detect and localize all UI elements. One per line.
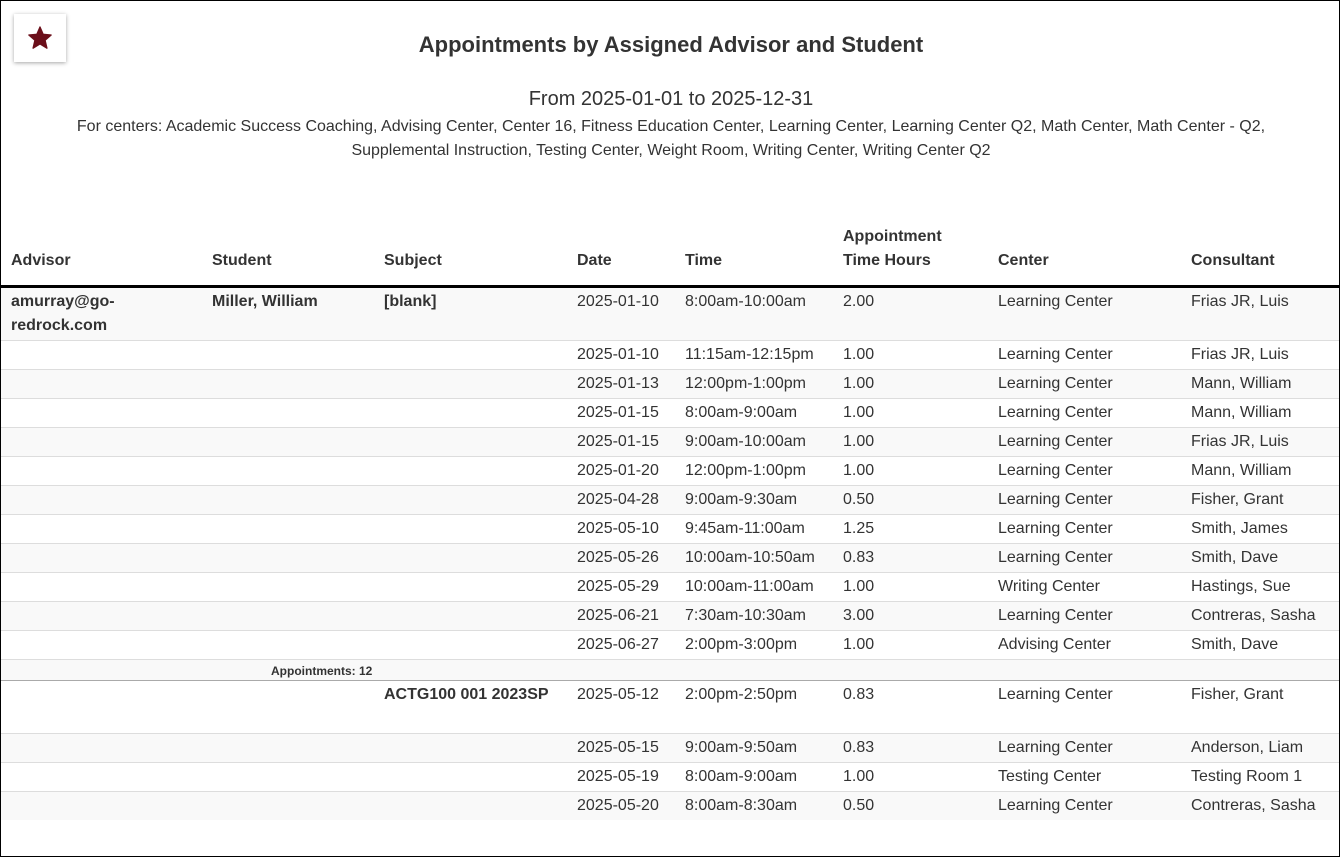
column-header-time[interactable]: Time xyxy=(675,223,833,287)
consultant-cell: Mann, William xyxy=(1181,457,1339,486)
table-row xyxy=(1,287,1339,341)
subject-cell: ACTG100 001 2023SP xyxy=(374,681,567,734)
hours-cell: 1.00 xyxy=(833,370,988,399)
time-cell: 12:00pm-1:00pm xyxy=(675,457,833,486)
time-cell: 8:00am-10:00am xyxy=(675,287,833,341)
time-cell: 8:00am-9:00am xyxy=(675,763,833,792)
consultant-cell: Frias JR, Luis xyxy=(1181,341,1339,370)
date-cell: 2025-06-21 xyxy=(567,602,675,631)
time-cell: 2:00pm-2:50pm xyxy=(675,681,833,734)
time-cell: 8:00am-9:00am xyxy=(675,399,833,428)
table-row xyxy=(1,370,1339,399)
center-cell: Learning Center xyxy=(988,399,1181,428)
center-cell: Advising Center xyxy=(988,631,1181,660)
time-cell: 9:00am-10:00am xyxy=(675,428,833,457)
hours-cell: 0.50 xyxy=(833,486,988,515)
date-cell: 2025-05-26 xyxy=(567,544,675,573)
table-row xyxy=(1,544,1339,573)
date-cell: 2025-06-27 xyxy=(567,631,675,660)
hours-cell: 1.00 xyxy=(833,573,988,602)
time-cell: 7:30am-10:30am xyxy=(675,602,833,631)
date-cell: 2025-05-15 xyxy=(567,734,675,763)
hours-cell: 1.00 xyxy=(833,399,988,428)
hours-cell: 3.00 xyxy=(833,602,988,631)
center-cell: Learning Center xyxy=(988,341,1181,370)
center-cell: Learning Center xyxy=(988,681,1181,734)
center-cell: Learning Center xyxy=(988,486,1181,515)
student-cell: Miller, William xyxy=(202,287,374,341)
consultant-cell: Mann, William xyxy=(1181,370,1339,399)
table-row xyxy=(1,399,1339,428)
time-cell: 9:00am-9:30am xyxy=(675,486,833,515)
consultant-cell: Frias JR, Luis xyxy=(1181,428,1339,457)
date-cell: 2025-01-10 xyxy=(567,287,675,341)
hours-cell: 0.83 xyxy=(833,681,988,734)
centers-filter: For centers: Academic Success Coaching, Advising Center, Center 16, Fitness Education Center, Learning Center, Learning Center Q2, Math Center, Math Center - Q2, Supplemental Instruction, Testing Center, Weight Room, Writing Center, Writing Center Q2 xyxy=(76,118,1266,159)
consultant-cell: Smith, Dave xyxy=(1181,631,1339,660)
date-cell: 2025-05-19 xyxy=(567,763,675,792)
column-header-consultant[interactable]: Consultant xyxy=(1181,223,1339,287)
appointments-count: Appointments: 12 xyxy=(1,660,567,681)
date-cell: 2025-01-15 xyxy=(567,428,675,457)
hours-cell: 1.00 xyxy=(833,631,988,660)
consultant-cell: Testing Room 1 xyxy=(1181,763,1339,792)
table-row xyxy=(1,573,1339,602)
date-cell: 2025-05-20 xyxy=(567,792,675,821)
table-row xyxy=(1,457,1339,486)
column-header-student[interactable]: Student xyxy=(202,223,374,287)
time-cell: 10:00am-11:00am xyxy=(675,573,833,602)
hours-cell: 0.83 xyxy=(833,734,988,763)
table-row xyxy=(1,428,1339,457)
consultant-cell: Frias JR, Luis xyxy=(1181,287,1339,341)
hours-cell: 1.25 xyxy=(833,515,988,544)
column-header-hours[interactable]: Appointment Time Hours xyxy=(833,223,988,287)
time-cell: 8:00am-8:30am xyxy=(675,792,833,821)
center-cell: Learning Center xyxy=(988,544,1181,573)
table-row xyxy=(1,792,1339,821)
subject-cell: [blank] xyxy=(374,287,567,341)
hours-cell: 0.50 xyxy=(833,792,988,821)
center-cell: Learning Center xyxy=(988,602,1181,631)
consultant-cell: Contreras, Sasha xyxy=(1181,792,1339,821)
table-row xyxy=(1,341,1339,370)
time-cell: 10:00am-10:50am xyxy=(675,544,833,573)
table-row xyxy=(1,602,1339,631)
group-summary-row xyxy=(1,660,1339,681)
date-cell: 2025-01-20 xyxy=(567,457,675,486)
date-cell: 2025-04-28 xyxy=(567,486,675,515)
table-row xyxy=(1,763,1339,792)
report-title: Appointments by Assigned Advisor and Student xyxy=(418,32,924,57)
table-row xyxy=(1,515,1339,544)
column-header-date[interactable]: Date xyxy=(567,223,675,287)
table-header-row xyxy=(1,223,1339,287)
date-cell: 2025-05-12 xyxy=(567,681,675,734)
center-cell: Learning Center xyxy=(988,792,1181,821)
time-cell: 9:00am-9:50am xyxy=(675,734,833,763)
consultant-cell: Smith, James xyxy=(1181,515,1339,544)
hours-cell: 2.00 xyxy=(833,287,988,341)
appointments-table xyxy=(1,223,1339,820)
consultant-cell: Smith, Dave xyxy=(1181,544,1339,573)
time-cell: 11:15am-12:15pm xyxy=(675,341,833,370)
date-cell: 2025-05-29 xyxy=(567,573,675,602)
table-row xyxy=(1,734,1339,763)
center-cell: Learning Center xyxy=(988,287,1181,341)
consultant-cell: Anderson, Liam xyxy=(1181,734,1339,763)
center-cell: Learning Center xyxy=(988,515,1181,544)
table-row xyxy=(1,631,1339,660)
consultant-cell: Fisher, Grant xyxy=(1181,486,1339,515)
hours-cell: 1.00 xyxy=(833,428,988,457)
center-cell: Learning Center xyxy=(988,428,1181,457)
center-cell: Testing Center xyxy=(988,763,1181,792)
table-row xyxy=(1,486,1339,515)
hours-cell: 1.00 xyxy=(833,341,988,370)
hours-cell: 0.83 xyxy=(833,544,988,573)
time-cell: 9:45am-11:00am xyxy=(675,515,833,544)
center-cell: Learning Center xyxy=(988,457,1181,486)
column-header-subject[interactable]: Subject xyxy=(374,223,567,287)
consultant-cell: Hastings, Sue xyxy=(1181,573,1339,602)
center-cell: Learning Center xyxy=(988,734,1181,763)
center-cell: Learning Center xyxy=(988,370,1181,399)
time-cell: 12:00pm-1:00pm xyxy=(675,370,833,399)
date-cell: 2025-01-10 xyxy=(567,341,675,370)
column-header-center[interactable]: Center xyxy=(988,223,1181,287)
center-cell: Writing Center xyxy=(988,573,1181,602)
date-range: From 2025-01-01 to 2025-12-31 xyxy=(528,88,814,110)
date-cell: 2025-01-13 xyxy=(567,370,675,399)
time-cell: 2:00pm-3:00pm xyxy=(675,631,833,660)
hours-cell: 1.00 xyxy=(833,457,988,486)
table-row xyxy=(1,681,1339,734)
column-header-advisor[interactable]: Advisor xyxy=(1,223,202,287)
date-cell: 2025-01-15 xyxy=(567,399,675,428)
consultant-cell: Mann, William xyxy=(1181,399,1339,428)
consultant-cell: Contreras, Sasha xyxy=(1181,602,1339,631)
date-cell: 2025-05-10 xyxy=(567,515,675,544)
advisor-cell: amurray@go-redrock.com xyxy=(1,287,202,341)
hours-cell: 1.00 xyxy=(833,763,988,792)
consultant-cell: Fisher, Grant xyxy=(1181,681,1339,734)
